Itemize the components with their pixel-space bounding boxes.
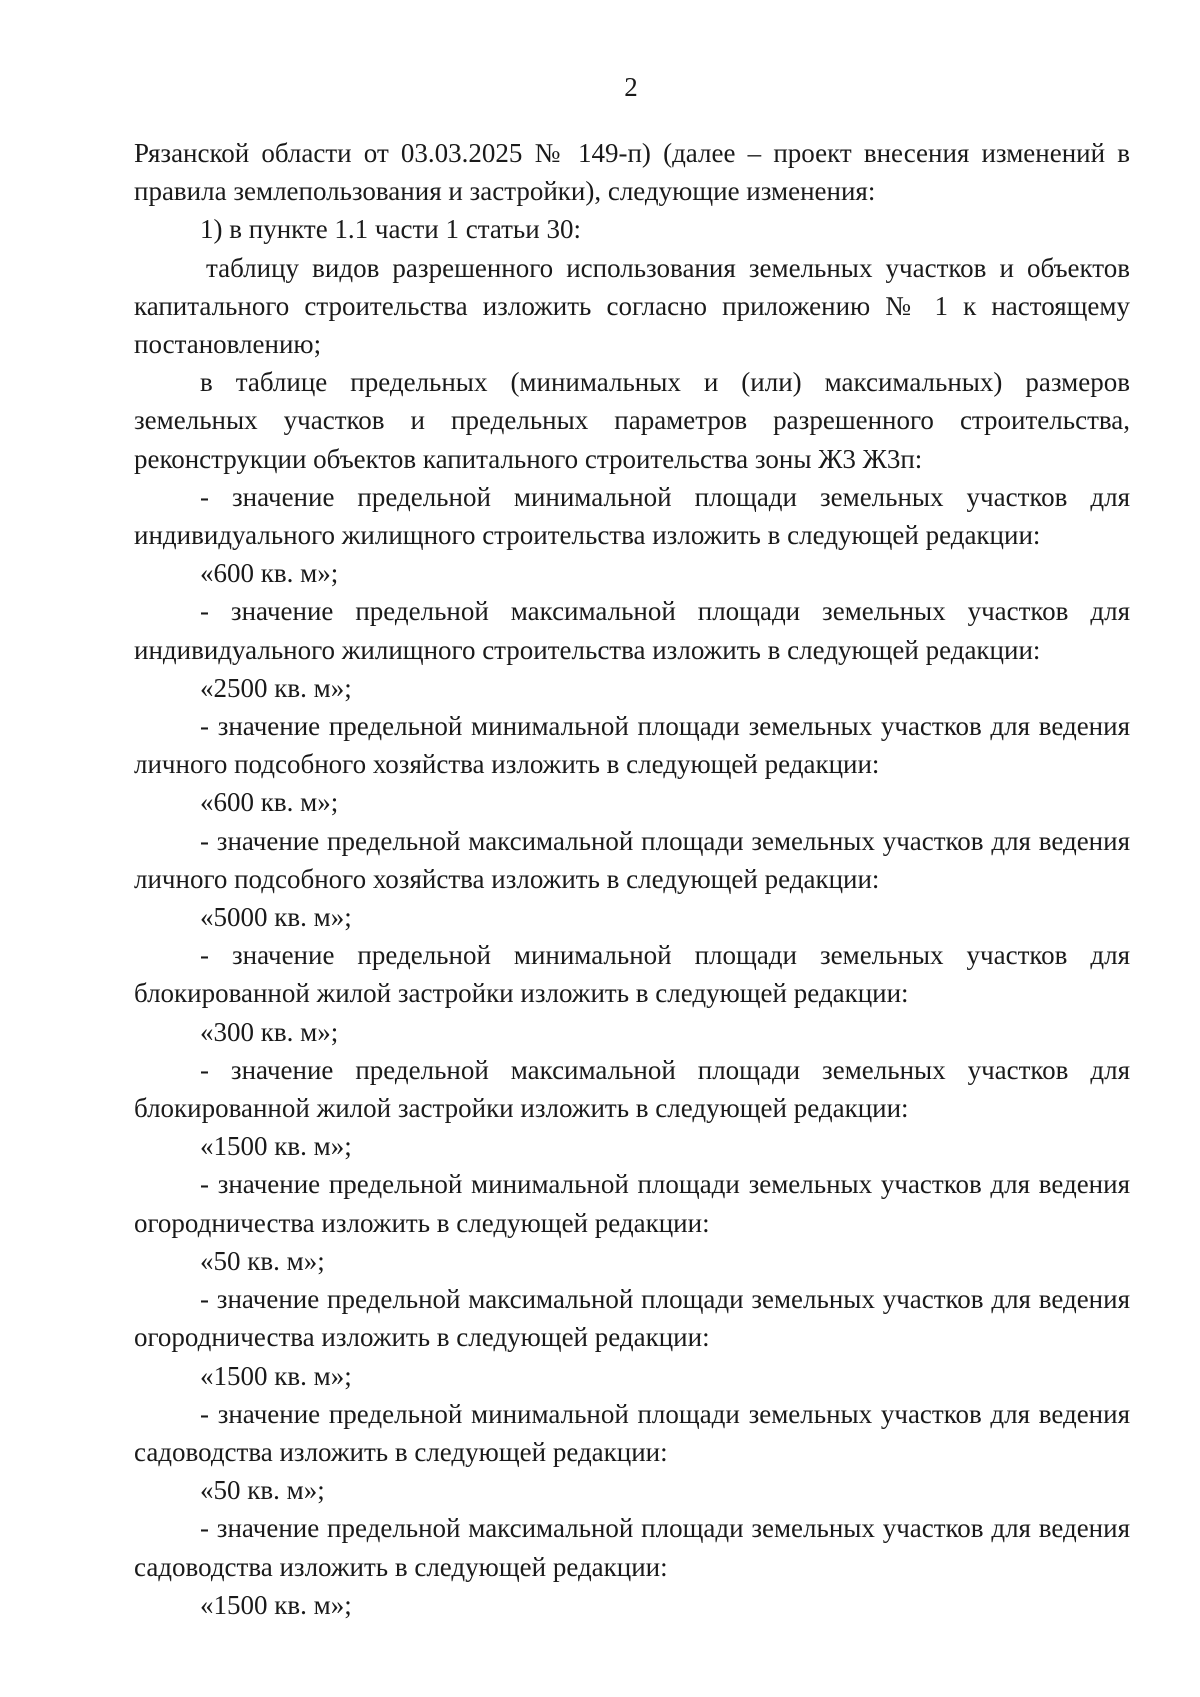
change-value: «600 кв. м»; xyxy=(200,787,339,818)
change-text: - значение предельной минимальной площади земельных участков для блокированной жилой застройки изложить в следующей редакции: xyxy=(134,940,1130,1009)
table-change-paragraph: таблицу видов разрешенного использования земельных участков и объектов капитального строительства изложить согласно приложению № 1 к настоящему постановлению; xyxy=(134,252,1130,360)
change-value: «1500 кв. м»; xyxy=(200,1131,352,1162)
change-text: - значение предельной минимальной площади земельных участков для ведения огородничества изложить в следующей редакции: xyxy=(134,1169,1130,1238)
item-1-heading: 1) в пункте 1.1 части 1 статьи 30: xyxy=(200,214,581,245)
change-value: «1500 кв. м»; xyxy=(200,1360,352,1391)
change-text: - значение предельной максимальной площади земельных участков для ведения личного подсобного хозяйства изложить в следующей редакции: xyxy=(134,825,1130,894)
change-value: «1500 кв. м»; xyxy=(200,1589,352,1620)
change-text: - значение предельной минимальной площади земельных участков для индивидуального жилищного строительства изложить в следующей редакции: xyxy=(134,481,1130,551)
intro-paragraph: Рязанской области от 03.03.2025 № 149-п) (далее – проект внесения изменений в правила землепользования и застройки), следующие изменения: xyxy=(134,138,1130,207)
change-value: «600 кв. м»; xyxy=(200,558,339,589)
change-text: - значение предельной максимальной площади земельных участков для блокированной жилой застройки изложить в следующей редакции: xyxy=(134,1054,1130,1124)
change-value: «2500 кв. м»; xyxy=(200,672,352,703)
page-number: 2 xyxy=(624,72,638,102)
change-text: - значение предельной минимальной площади земельных участков для ведения личного подсобного хозяйства изложить в следующей редакции: xyxy=(134,711,1130,780)
change-text: - значение предельной максимальной площади земельных участков для индивидуального жилищного строительства изложить в следующей редакции: xyxy=(134,596,1130,665)
document-body xyxy=(134,134,1130,1624)
change-value: «50 кв. м»; xyxy=(200,1475,325,1506)
change-text: - значение предельной максимальной площади земельных участков для ведения огородничества изложить в следующей редакции: xyxy=(134,1284,1130,1353)
limits-intro-paragraph: в таблице предельных (минимальных и (или) максимальных) размеров земельных участков и предельных параметров разрешенного строительства, реконструкции объектов капитального строительства зоны Ж3 Ж3п: xyxy=(134,367,1130,474)
change-value: «5000 кв. м»; xyxy=(200,902,352,933)
change-text: - значение предельной максимальной площади земельных участков для ведения садоводства изложить в следующей редакции: xyxy=(134,1513,1130,1582)
change-text: - значение предельной минимальной площади земельных участков для ведения садоводства изложить в следующей редакции: xyxy=(134,1398,1130,1467)
change-value: «50 кв. м»; xyxy=(200,1245,325,1276)
change-value: «300 кв. м»; xyxy=(200,1016,339,1047)
